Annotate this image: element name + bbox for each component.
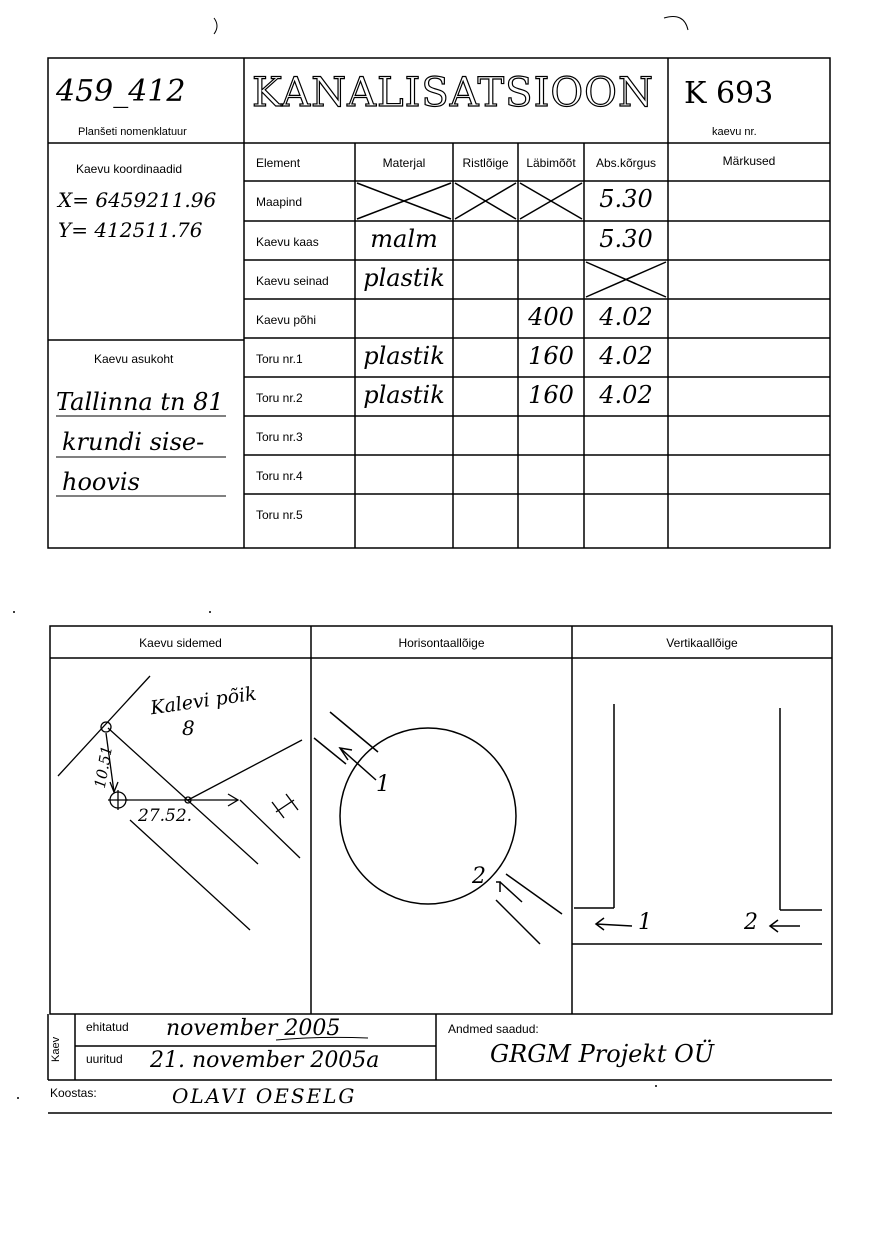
col-header-element: Element (256, 156, 301, 170)
cell-material: plastik (363, 264, 445, 292)
col-header-notes: Märkused (722, 154, 776, 168)
col-header-material: Materjal (382, 156, 426, 170)
horizontal-pipe-2: 2 (472, 864, 486, 889)
cell-element: Toru nr.2 (256, 391, 303, 405)
ties-dist-horizontal: 27.52. (138, 806, 193, 826)
compiled-label: Koostas: (50, 1086, 97, 1100)
cell-elevation: 5.30 (599, 185, 653, 213)
location-line-1: Tallinna tn 81 (56, 388, 224, 416)
col-header-elevation: Abs.kõrgus (595, 156, 657, 170)
cell-elevation: 5.30 (599, 225, 653, 253)
nomenclature-value: 459_412 (56, 74, 186, 109)
cell-material: plastik (363, 381, 445, 409)
location-label: Kaevu asukoht (94, 352, 174, 366)
cell-element: Toru nr.4 (256, 469, 303, 483)
cell-elevation: 4.02 (599, 303, 653, 331)
vertical-pipe-1: 1 (638, 910, 652, 935)
cell-element: Toru nr.1 (256, 352, 303, 366)
data-source-value: GRGM Projekt OÜ (490, 1040, 715, 1068)
horizontal-sketch (314, 712, 562, 944)
page-title: KANALISATSIOON (252, 70, 654, 116)
well-side-label: Kaev (50, 1036, 62, 1062)
location-line-3: hoovis (62, 468, 140, 496)
ties-place: Kalevi põik (148, 682, 258, 720)
col-header-cross: Ristlõige (462, 156, 509, 170)
horizontal-label: Horisontaallõige (398, 636, 485, 650)
ties-house: 8 (182, 716, 195, 740)
ties-label: Kaevu sidemed (139, 636, 222, 650)
location-line-2: krundi sise- (62, 428, 205, 456)
horizontal-pipe-1: 1 (376, 772, 390, 797)
cell-element: Toru nr.3 (256, 430, 303, 444)
vertical-sketch (572, 704, 822, 944)
cell-material: plastik (363, 342, 445, 370)
coordinate-y: Y= 412511.76 (58, 218, 203, 242)
coordinate-x: X= 6459211.96 (58, 188, 217, 212)
cell-element: Kaevu seinad (256, 274, 329, 288)
surveyed-label: uuritud (86, 1052, 123, 1066)
cell-element: Toru nr.5 (256, 508, 303, 522)
coordinates-label: Kaevu koordinaadid (76, 162, 183, 176)
well-number: K 693 (684, 76, 774, 111)
data-source-label: Andmed saadud: (448, 1022, 539, 1036)
vertical-label: Vertikaallõige (666, 636, 738, 650)
vertical-pipe-2: 2 (744, 910, 758, 935)
col-header-diameter: Läbimõõt (526, 156, 576, 170)
cell-element: Kaevu põhi (256, 313, 317, 327)
nomenclature-label: Planšeti nomenklatuur (78, 126, 187, 138)
cell-diameter: 160 (528, 342, 574, 370)
cell-elevation: 4.02 (599, 381, 653, 409)
cell-elevation: 4.02 (599, 342, 653, 370)
cell-material: malm (370, 225, 438, 253)
well-number-label: kaevu nr. (712, 126, 757, 138)
cell-diameter: 160 (528, 381, 574, 409)
built-value: november 2005 (166, 1016, 341, 1041)
built-label: ehitatud (86, 1020, 129, 1034)
surveyed-value: 21. november 2005a (150, 1048, 380, 1073)
cell-element: Maapind (256, 195, 303, 209)
compiled-value: OLAVI OESELG (172, 1084, 357, 1108)
cell-element: Kaevu kaas (256, 235, 319, 249)
ties-dist-vertical: 10.51 (90, 744, 117, 790)
cell-diameter: 400 (528, 303, 574, 331)
